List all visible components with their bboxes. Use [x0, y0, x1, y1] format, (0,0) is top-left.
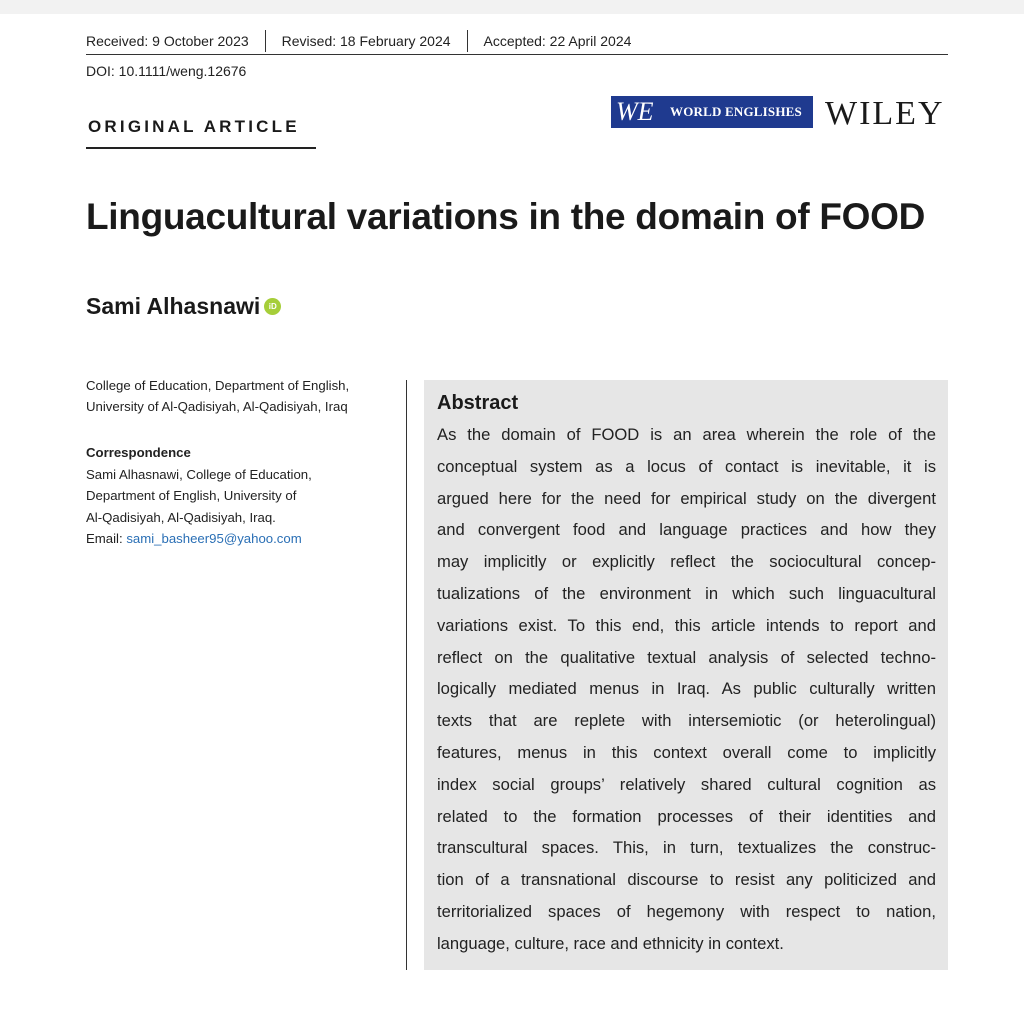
affiliation-line: University of Al-Qadisiyah, Al-Qadisiyah, Iraq: [86, 399, 348, 414]
doi[interactable]: DOI: 10.1111/weng.12676: [86, 63, 247, 79]
correspondence-line: Al-Qadisiyah, Al-Qadisiyah, Iraq.: [86, 509, 276, 525]
date-divider: [467, 30, 468, 52]
abstract-line: related to the formation processes of their identities and: [437, 806, 936, 826]
abstract-line: features, menus in this context overall come to implicitly: [437, 742, 936, 762]
abstract-line: index social groups’ relatively shared cultural cognition as: [437, 774, 936, 794]
abstract-line: language, culture, race and ethnicity in context.: [437, 933, 784, 953]
abstract-line: texts that are replete with intersemiotic (or heterolingual): [437, 711, 936, 731]
author: [86, 293, 281, 320]
abstract-line: conceptual system as a locus of contact is inevitable, it is: [437, 456, 936, 476]
affiliation: [86, 375, 396, 417]
correspondence: [86, 442, 396, 550]
column-divider: [406, 380, 407, 970]
email-label: Email:: [86, 531, 127, 546]
author-name[interactable]: Sami Alhasnawi: [86, 293, 261, 319]
orcid-icon[interactable]: iD: [264, 298, 281, 315]
publisher-logo: WILEY: [825, 95, 945, 132]
correspondence-heading: Correspondence: [86, 445, 191, 460]
abstract-line: As the domain of FOOD is an area wherein the role of the: [437, 425, 936, 444]
journal-logo: [611, 96, 813, 128]
article-title: Linguacultural variations in the domain of FOOD: [86, 196, 926, 237]
abstract-heading: Abstract: [437, 392, 519, 414]
date-divider: [265, 30, 266, 52]
abstract-line: logically mediated menus in Iraq. As public culturally written: [437, 679, 936, 699]
email-link[interactable]: sami_basheer95@yahoo.com: [126, 531, 302, 546]
top-strip: [0, 0, 1024, 14]
abstract-line: territorialized spaces of hegemony with respect to nation,: [437, 901, 936, 921]
correspondence-line: Department of English, University of: [86, 488, 297, 503]
abstract-line: transcultural spaces. This, in turn, textualizes the construc-: [437, 838, 936, 858]
abstract-box: [424, 380, 948, 970]
journal-name: WORLD ENGLISHES: [670, 104, 802, 119]
revised-date: Revised: 18 February 2024: [281, 33, 451, 49]
abstract-line: reflect on the qualitative textual analysis of selected techno-: [437, 647, 936, 667]
abstract-line: and convergent food and language practices and how they: [437, 520, 936, 540]
header-rule: [86, 54, 948, 55]
accepted-date: Accepted: 22 April 2024: [483, 33, 632, 49]
section-label: ORIGINAL ARTICLE: [88, 117, 300, 136]
abstract-line: variations exist. To this end, this article intends to report and: [437, 615, 936, 635]
abstract-line: tualizations of the environment in which such linguacultural: [437, 583, 936, 603]
correspondence-email: [86, 528, 396, 550]
abstract-line: may implicitly or explicitly reflect the sociocultural concep-: [437, 552, 936, 572]
article-dates: [86, 30, 631, 52]
received-date: Received: 9 October 2023: [86, 33, 249, 49]
correspondence-line: Sami Alhasnawi, College of Education,: [86, 466, 312, 482]
affiliation-line: College of Education, Department of English,: [86, 378, 350, 393]
abstract-line: tion of a transnational discourse to resist any politicized and: [437, 870, 936, 890]
abstract-line: argued here for the need for empirical study on the divergent: [437, 488, 936, 508]
section-label-underline: [86, 147, 316, 149]
abstract-text: [437, 419, 936, 960]
journal-logo-mark: WE: [616, 97, 654, 126]
